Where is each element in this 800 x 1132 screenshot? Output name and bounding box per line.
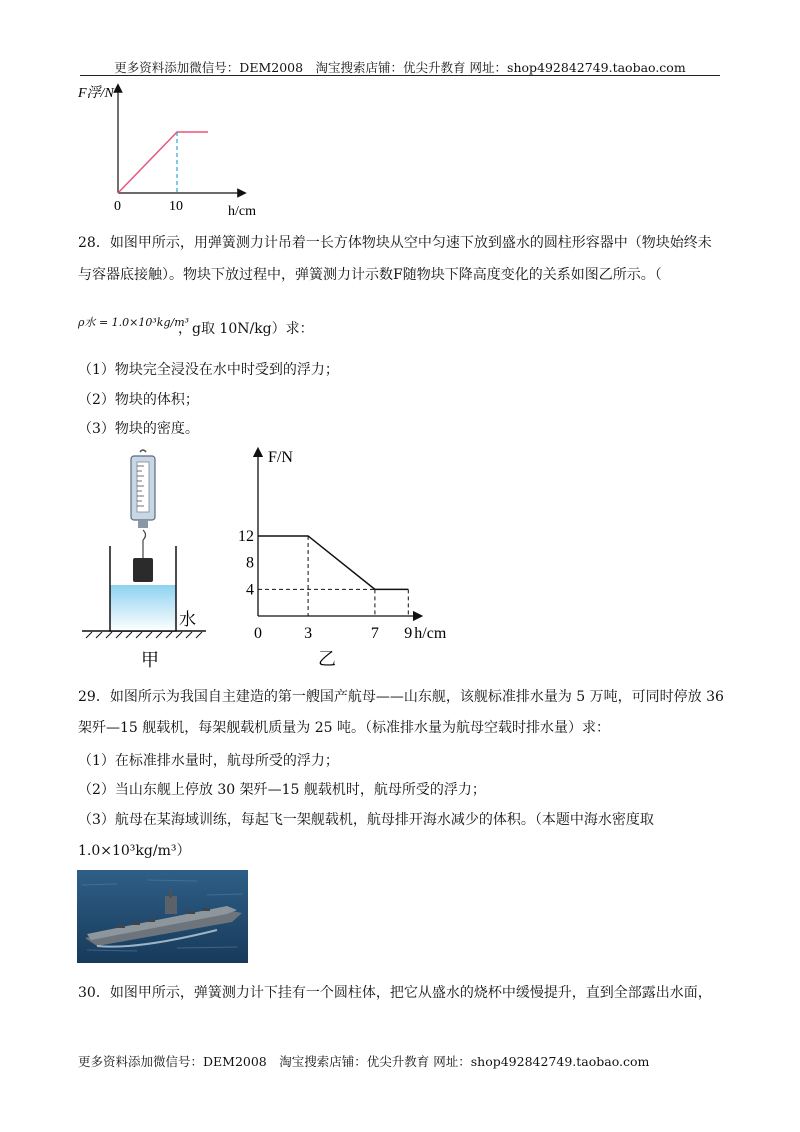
yi-x-tick-9: 9: [404, 625, 413, 642]
ground-hatch: [86, 632, 202, 638]
header-divider: [80, 75, 720, 76]
scale-bottom: [138, 520, 148, 528]
yi-x-label: h/cm: [414, 625, 447, 642]
tick-10-label: 10: [169, 199, 183, 214]
block: [133, 558, 153, 582]
q28-sub1: （1）物块完全浸没在水中时受到的浮力；: [78, 362, 339, 378]
yi-x-tick-0: 0: [254, 625, 262, 642]
yi-plot: [238, 452, 418, 642]
q29-sub3: （3）航母在某海域训练，每起飞一架舰载机，航母排开海水减少的体积。（本题中海水密度取: [78, 812, 654, 828]
water-fill: [110, 585, 176, 631]
page-header: 更多资料添加微信号：DEM2008 淘宝搜索店铺：优尖升教育 网址：shop492842749.taobao.com: [114, 60, 686, 75]
q29-stem-line1: 29．如图所示为我国自主建造的第一艘国产航母——山东舰，该舰标准排水量为 5 万吨，可同时停放 36: [78, 689, 724, 705]
yi-y-tick-8: 8: [246, 554, 254, 572]
origin-label: 0: [114, 199, 121, 214]
y-axis-label: F浮/N: [78, 86, 114, 101]
hook: [143, 530, 146, 540]
q28-g-text: ，g取 10N/kg）求：: [178, 321, 314, 337]
q28-sub3: （3）物块的密度。: [78, 421, 199, 437]
q29-sub3b: 1.0×10³kg/m³）: [78, 843, 191, 859]
q28-sub2: （2）物块的体积；: [78, 392, 199, 408]
carrier-island: [165, 896, 177, 914]
buoyancy-graph: [70, 80, 270, 220]
yi-y-tick-4: 4: [246, 581, 254, 599]
page-footer: 更多资料添加微信号：DEM2008 淘宝搜索店铺：优尖升教育 网址：shop492842749.taobao.com: [78, 1054, 650, 1069]
figure-yi-chart: [228, 440, 447, 672]
yi-y-tick-12: 12: [238, 527, 254, 545]
q28-stem-line1: 28．如图甲所示，用弹簧测力计吊着一长方体物块从空中匀速下放到盛水的圆柱形容器中（物块始终未: [78, 235, 712, 251]
x-axis-label: h/cm: [228, 204, 256, 219]
q28-stem-line2: 与容器底接触）。物块下放过程中，弹簧测力计示数F随物块下降高度变化的关系如图乙所示。（: [78, 267, 662, 283]
q28-density: [78, 314, 189, 330]
scale-face: [137, 462, 149, 512]
water-label: 水: [179, 610, 196, 629]
yi-data-line: [258, 536, 408, 589]
carrier-mast: [169, 890, 172, 898]
yi-x-tick-7: 7: [370, 625, 379, 642]
yi-y-label: F/N: [268, 449, 293, 466]
buoyancy-curve: [118, 132, 208, 193]
scale-ring: [140, 450, 146, 452]
figure-jia: [78, 448, 218, 673]
q29-stem-line2: 架歼—15 舰载机，每架舰载机质量为 25 吨。（标准排水量为航母空载时排水量）求：: [78, 720, 610, 736]
carrier-photo: [77, 870, 248, 963]
yi-x-tick-3: 3: [304, 625, 313, 642]
q29-sub2: （2）当山东舰上停放 30 架歼—15 舰载机时，航母所受的浮力；: [78, 782, 486, 798]
q30-stem-line1: 30．如图甲所示，弹簧测力计下挂有一个圆柱体，把它从盛水的烧杯中缓慢提升，直到全部露出水面，: [78, 985, 712, 1001]
rho-symbol: ρ水 = 1.0×10³kg/m³: [78, 316, 190, 329]
fig-jia-label: 甲: [141, 650, 159, 670]
fig-yi-label: 乙: [318, 649, 336, 669]
q29-sub1: （1）在标准排水量时，航母所受的浮力；: [78, 753, 339, 769]
